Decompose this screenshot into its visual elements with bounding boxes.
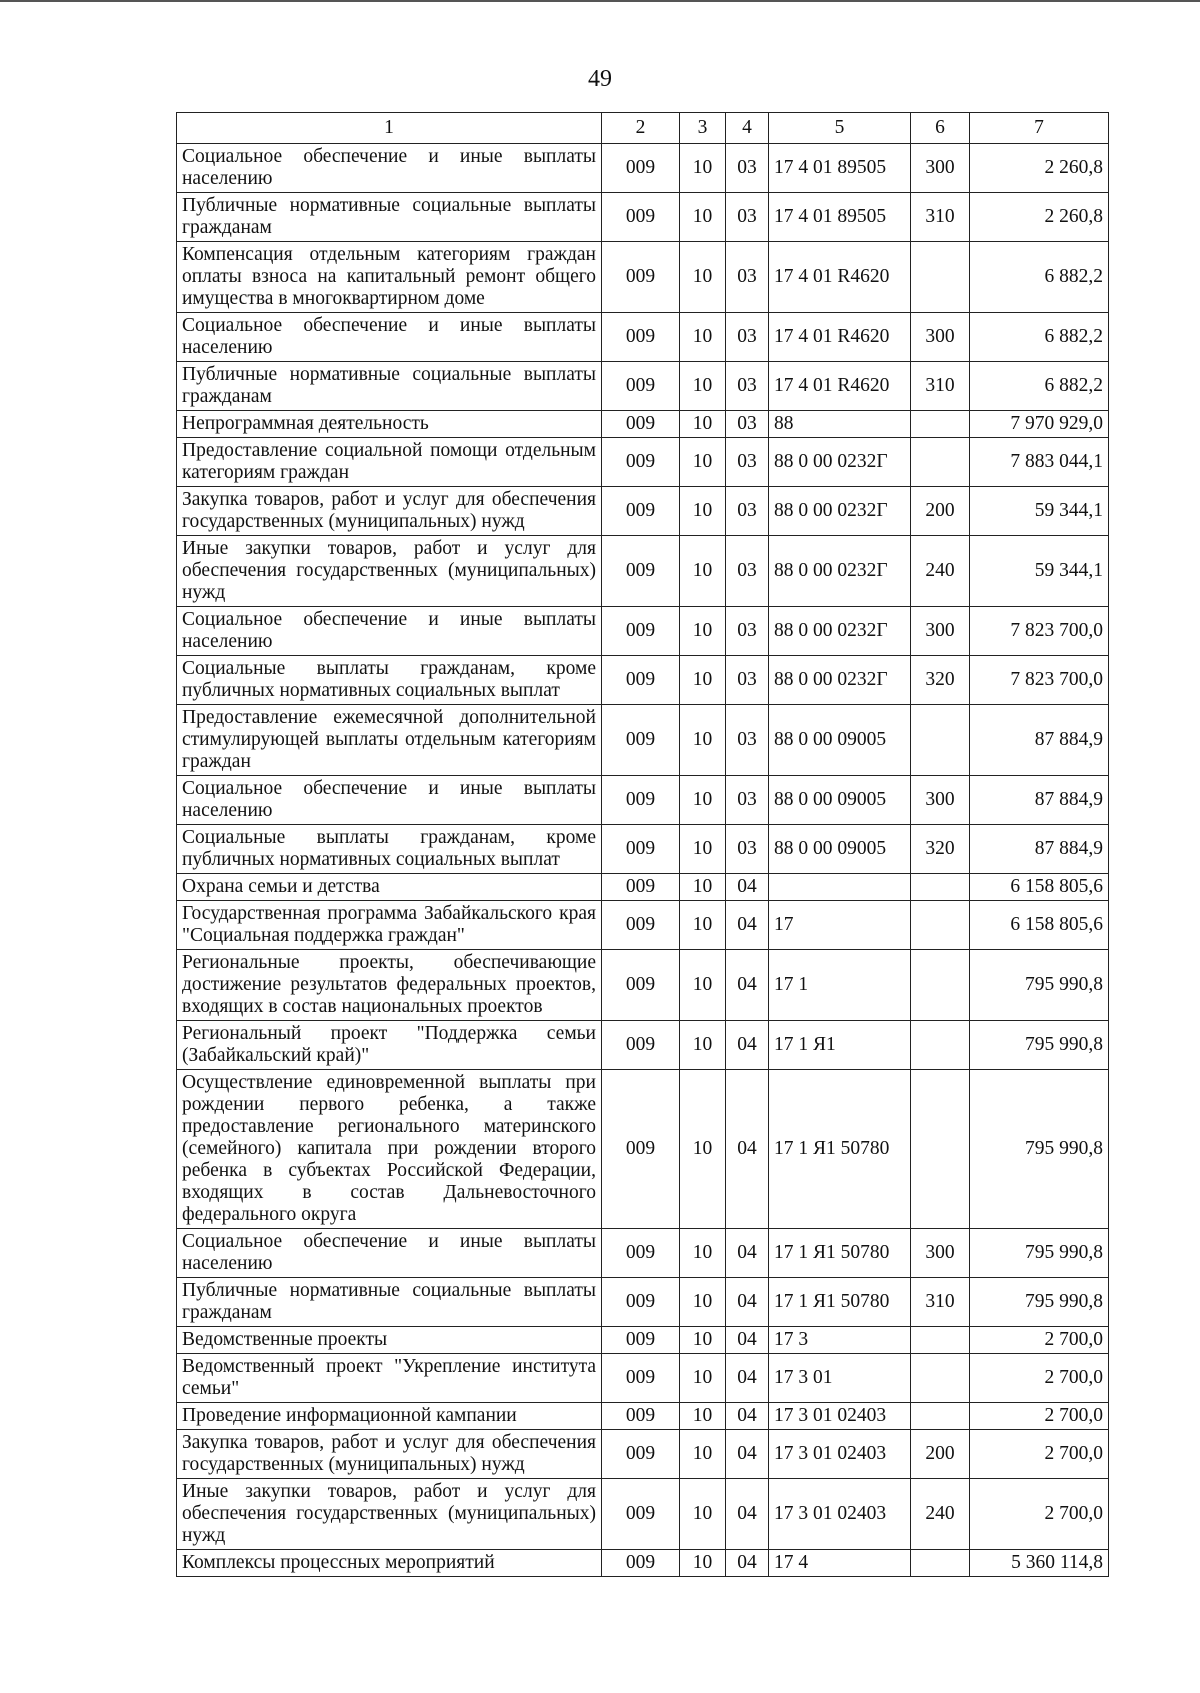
header-col-6: 6 — [911, 113, 970, 144]
cell-section: 10 — [680, 362, 726, 411]
cell-amount: 2 260,8 — [970, 144, 1109, 193]
cell-target-article: 17 4 01 R4620 — [769, 362, 911, 411]
cell-amount: 6 882,2 — [970, 242, 1109, 313]
cell-amount: 87 884,9 — [970, 825, 1109, 874]
cell-section: 10 — [680, 1479, 726, 1550]
cell-section: 10 — [680, 193, 726, 242]
cell-amount: 795 990,8 — [970, 1021, 1109, 1070]
cell-subsection: 03 — [726, 242, 769, 313]
cell-amount: 2 700,0 — [970, 1403, 1109, 1430]
cell-section: 10 — [680, 1550, 726, 1577]
header-col-4: 4 — [726, 113, 769, 144]
row-name: Социальное обеспечение и иные выплаты населению — [177, 313, 602, 362]
cell-section: 10 — [680, 776, 726, 825]
cell-expense-type — [911, 1354, 970, 1403]
cell-section: 10 — [680, 1070, 726, 1229]
cell-subsection: 04 — [726, 1070, 769, 1229]
cell-target-article: 17 1 Я1 50780 — [769, 1070, 911, 1229]
cell-subsection: 04 — [726, 1403, 769, 1430]
cell-section: 10 — [680, 607, 726, 656]
cell-section: 10 — [680, 1327, 726, 1354]
cell-expense-type — [911, 1070, 970, 1229]
cell-target-article: 88 0 00 0232Г — [769, 607, 911, 656]
cell-section: 10 — [680, 656, 726, 705]
cell-amount: 2 260,8 — [970, 193, 1109, 242]
cell-admin-code: 009 — [602, 874, 680, 901]
cell-admin-code: 009 — [602, 1278, 680, 1327]
cell-target-article: 17 1 Я1 50780 — [769, 1229, 911, 1278]
cell-section: 10 — [680, 950, 726, 1021]
cell-expense-type: 300 — [911, 776, 970, 825]
row-name: Публичные нормативные социальные выплаты гражданам — [177, 1278, 602, 1327]
table-row — [177, 144, 1109, 193]
cell-subsection: 03 — [726, 776, 769, 825]
cell-admin-code: 009 — [602, 193, 680, 242]
cell-expense-type: 310 — [911, 193, 970, 242]
scan-top-edge — [0, 0, 1200, 2]
cell-section: 10 — [680, 825, 726, 874]
row-name: Публичные нормативные социальные выплаты гражданам — [177, 362, 602, 411]
cell-target-article — [769, 874, 911, 901]
header-col-1: 1 — [177, 113, 602, 144]
row-name: Государственная программа Забайкальского края "Социальная поддержка граждан" — [177, 901, 602, 950]
cell-subsection: 03 — [726, 487, 769, 536]
row-name: Региональные проекты, обеспечивающие достижение результатов федеральных проектов, входящих в состав национальных проектов — [177, 950, 602, 1021]
cell-expense-type: 310 — [911, 362, 970, 411]
cell-expense-type: 300 — [911, 607, 970, 656]
cell-section: 10 — [680, 1354, 726, 1403]
cell-section: 10 — [680, 313, 726, 362]
cell-expense-type — [911, 242, 970, 313]
header-col-5: 5 — [769, 113, 911, 144]
cell-amount: 2 700,0 — [970, 1354, 1109, 1403]
cell-subsection: 04 — [726, 1229, 769, 1278]
cell-amount: 6 158 805,6 — [970, 901, 1109, 950]
cell-admin-code: 009 — [602, 776, 680, 825]
cell-subsection: 03 — [726, 607, 769, 656]
table-row — [177, 656, 1109, 705]
cell-amount: 795 990,8 — [970, 1278, 1109, 1327]
cell-expense-type — [911, 1021, 970, 1070]
cell-subsection: 03 — [726, 411, 769, 438]
cell-expense-type — [911, 705, 970, 776]
cell-admin-code: 009 — [602, 313, 680, 362]
cell-amount: 7 970 929,0 — [970, 411, 1109, 438]
cell-expense-type: 200 — [911, 487, 970, 536]
cell-admin-code: 009 — [602, 1327, 680, 1354]
cell-subsection: 04 — [726, 1479, 769, 1550]
header-col-2: 2 — [602, 113, 680, 144]
table-row — [177, 776, 1109, 825]
cell-section: 10 — [680, 242, 726, 313]
cell-amount: 2 700,0 — [970, 1327, 1109, 1354]
table-row — [177, 901, 1109, 950]
table-row — [177, 950, 1109, 1021]
cell-target-article: 88 0 00 0232Г — [769, 656, 911, 705]
cell-subsection: 04 — [726, 1550, 769, 1577]
table-row — [177, 1278, 1109, 1327]
cell-expense-type: 320 — [911, 825, 970, 874]
row-name: Комплексы процессных мероприятий — [177, 1550, 602, 1577]
cell-subsection: 03 — [726, 705, 769, 776]
cell-amount: 5 360 114,8 — [970, 1550, 1109, 1577]
cell-section: 10 — [680, 874, 726, 901]
cell-target-article: 17 4 01 R4620 — [769, 313, 911, 362]
row-name: Иные закупки товаров, работ и услуг для обеспечения государственных (муниципальных) нужд — [177, 536, 602, 607]
cell-admin-code: 009 — [602, 1354, 680, 1403]
table-row — [177, 1070, 1109, 1229]
table-row — [177, 411, 1109, 438]
cell-target-article: 17 3 01 02403 — [769, 1430, 911, 1479]
cell-subsection: 04 — [726, 1327, 769, 1354]
page-number: 49 — [588, 66, 612, 92]
row-name: Предоставление ежемесячной дополнительной стимулирующей выплаты отдельным категориям граждан — [177, 705, 602, 776]
table-row — [177, 705, 1109, 776]
cell-subsection: 03 — [726, 536, 769, 607]
table-row — [177, 1021, 1109, 1070]
cell-expense-type: 300 — [911, 1229, 970, 1278]
table-row — [177, 193, 1109, 242]
cell-expense-type — [911, 438, 970, 487]
header-col-3: 3 — [680, 113, 726, 144]
cell-expense-type — [911, 1403, 970, 1430]
cell-admin-code: 009 — [602, 1550, 680, 1577]
table-row — [177, 1550, 1109, 1577]
cell-amount: 7 823 700,0 — [970, 607, 1109, 656]
cell-target-article: 17 1 Я1 — [769, 1021, 911, 1070]
cell-section: 10 — [680, 438, 726, 487]
row-name: Закупка товаров, работ и услуг для обеспечения государственных (муниципальных) нужд — [177, 487, 602, 536]
cell-admin-code: 009 — [602, 825, 680, 874]
cell-target-article: 17 4 01 89505 — [769, 144, 911, 193]
cell-target-article: 17 4 — [769, 1550, 911, 1577]
table-row — [177, 1430, 1109, 1479]
table-row — [177, 607, 1109, 656]
cell-subsection: 03 — [726, 144, 769, 193]
cell-expense-type — [911, 1550, 970, 1577]
cell-admin-code: 009 — [602, 411, 680, 438]
cell-subsection: 04 — [726, 874, 769, 901]
cell-admin-code: 009 — [602, 536, 680, 607]
table-header-row — [177, 113, 1109, 144]
table-row — [177, 313, 1109, 362]
cell-amount: 7 823 700,0 — [970, 656, 1109, 705]
cell-admin-code: 009 — [602, 438, 680, 487]
cell-subsection: 04 — [726, 1021, 769, 1070]
cell-subsection: 03 — [726, 438, 769, 487]
cell-section: 10 — [680, 1278, 726, 1327]
row-name: Непрограммная деятельность — [177, 411, 602, 438]
table-row — [177, 242, 1109, 313]
cell-subsection: 04 — [726, 1278, 769, 1327]
cell-section: 10 — [680, 901, 726, 950]
cell-expense-type: 300 — [911, 313, 970, 362]
table-row — [177, 1354, 1109, 1403]
cell-target-article: 88 0 00 09005 — [769, 776, 911, 825]
cell-admin-code: 009 — [602, 901, 680, 950]
cell-target-article: 88 0 00 09005 — [769, 705, 911, 776]
cell-target-article: 17 3 — [769, 1327, 911, 1354]
cell-target-article: 88 0 00 0232Г — [769, 536, 911, 607]
cell-expense-type: 310 — [911, 1278, 970, 1327]
cell-expense-type — [911, 1327, 970, 1354]
row-name: Охрана семьи и детства — [177, 874, 602, 901]
cell-subsection: 04 — [726, 901, 769, 950]
row-name: Социальные выплаты гражданам, кроме публичных нормативных социальных выплат — [177, 825, 602, 874]
cell-target-article: 17 1 — [769, 950, 911, 1021]
row-name: Социальное обеспечение и иные выплаты населению — [177, 144, 602, 193]
cell-admin-code: 009 — [602, 1430, 680, 1479]
cell-expense-type — [911, 950, 970, 1021]
cell-expense-type — [911, 411, 970, 438]
table-row — [177, 487, 1109, 536]
row-name: Проведение информационной кампании — [177, 1403, 602, 1430]
cell-amount: 2 700,0 — [970, 1430, 1109, 1479]
cell-expense-type: 240 — [911, 1479, 970, 1550]
table-body — [177, 144, 1109, 1577]
cell-section: 10 — [680, 1430, 726, 1479]
cell-admin-code: 009 — [602, 1229, 680, 1278]
cell-target-article: 88 0 00 0232Г — [769, 487, 911, 536]
row-name: Ведомственные проекты — [177, 1327, 602, 1354]
cell-target-article: 88 0 00 09005 — [769, 825, 911, 874]
cell-target-article: 17 4 01 R4620 — [769, 242, 911, 313]
cell-expense-type — [911, 874, 970, 901]
budget-table — [176, 112, 1109, 1577]
cell-expense-type: 240 — [911, 536, 970, 607]
cell-subsection: 04 — [726, 1354, 769, 1403]
cell-target-article: 17 3 01 02403 — [769, 1403, 911, 1430]
cell-amount: 795 990,8 — [970, 1229, 1109, 1278]
table-row — [177, 1403, 1109, 1430]
cell-section: 10 — [680, 487, 726, 536]
cell-admin-code: 009 — [602, 1403, 680, 1430]
cell-admin-code: 009 — [602, 144, 680, 193]
cell-target-article: 17 3 01 02403 — [769, 1479, 911, 1550]
cell-subsection: 03 — [726, 313, 769, 362]
cell-subsection: 04 — [726, 1430, 769, 1479]
cell-target-article: 17 4 01 89505 — [769, 193, 911, 242]
row-name: Иные закупки товаров, работ и услуг для обеспечения государственных (муниципальных) нужд — [177, 1479, 602, 1550]
cell-target-article: 88 — [769, 411, 911, 438]
cell-admin-code: 009 — [602, 487, 680, 536]
cell-expense-type — [911, 901, 970, 950]
cell-amount: 2 700,0 — [970, 1479, 1109, 1550]
cell-amount: 6 882,2 — [970, 313, 1109, 362]
table-row — [177, 874, 1109, 901]
cell-amount: 87 884,9 — [970, 776, 1109, 825]
row-name: Публичные нормативные социальные выплаты гражданам — [177, 193, 602, 242]
cell-admin-code: 009 — [602, 607, 680, 656]
row-name: Социальные выплаты гражданам, кроме публичных нормативных социальных выплат — [177, 656, 602, 705]
cell-section: 10 — [680, 536, 726, 607]
table-row — [177, 362, 1109, 411]
cell-expense-type: 200 — [911, 1430, 970, 1479]
cell-subsection: 04 — [726, 950, 769, 1021]
row-name: Ведомственный проект "Укрепление института семьи" — [177, 1354, 602, 1403]
row-name: Предоставление социальной помощи отдельным категориям граждан — [177, 438, 602, 487]
table-row — [177, 536, 1109, 607]
table-row — [177, 1327, 1109, 1354]
cell-section: 10 — [680, 1021, 726, 1070]
row-name: Региональный проект "Поддержка семьи (Забайкальский край)" — [177, 1021, 602, 1070]
cell-admin-code: 009 — [602, 705, 680, 776]
cell-section: 10 — [680, 411, 726, 438]
cell-section: 10 — [680, 1229, 726, 1278]
cell-admin-code: 009 — [602, 362, 680, 411]
cell-section: 10 — [680, 144, 726, 193]
cell-admin-code: 009 — [602, 656, 680, 705]
cell-subsection: 03 — [726, 656, 769, 705]
cell-subsection: 03 — [726, 825, 769, 874]
row-name: Осуществление единовременной выплаты при рождении первого ребенка, а также предоставление регионального материнского (семейного) капитала при рождении второго ребенка в субъектах Российской Федерации, входящих в состав Дальневосточного федерального округа — [177, 1070, 602, 1229]
cell-amount: 6 158 805,6 — [970, 874, 1109, 901]
row-name: Социальное обеспечение и иные выплаты населению — [177, 607, 602, 656]
cell-admin-code: 009 — [602, 1070, 680, 1229]
header-col-7: 7 — [970, 113, 1109, 144]
cell-subsection: 03 — [726, 193, 769, 242]
row-name: Социальное обеспечение и иные выплаты населению — [177, 776, 602, 825]
cell-admin-code: 009 — [602, 1021, 680, 1070]
cell-subsection: 03 — [726, 362, 769, 411]
cell-amount: 795 990,8 — [970, 1070, 1109, 1229]
cell-target-article: 17 3 01 — [769, 1354, 911, 1403]
cell-admin-code: 009 — [602, 1479, 680, 1550]
table-row — [177, 1479, 1109, 1550]
table-row — [177, 438, 1109, 487]
cell-admin-code: 009 — [602, 950, 680, 1021]
cell-target-article: 88 0 00 0232Г — [769, 438, 911, 487]
cell-amount: 7 883 044,1 — [970, 438, 1109, 487]
cell-target-article: 17 — [769, 901, 911, 950]
cell-section: 10 — [680, 705, 726, 776]
row-name: Компенсация отдельным категориям граждан оплаты взноса на капитальный ремонт общего имущества в многоквартирном доме — [177, 242, 602, 313]
cell-amount: 59 344,1 — [970, 487, 1109, 536]
cell-expense-type: 300 — [911, 144, 970, 193]
cell-section: 10 — [680, 1403, 726, 1430]
cell-admin-code: 009 — [602, 242, 680, 313]
cell-amount: 87 884,9 — [970, 705, 1109, 776]
cell-expense-type: 320 — [911, 656, 970, 705]
table-row — [177, 825, 1109, 874]
row-name: Закупка товаров, работ и услуг для обеспечения государственных (муниципальных) нужд — [177, 1430, 602, 1479]
row-name: Социальное обеспечение и иные выплаты населению — [177, 1229, 602, 1278]
cell-amount: 59 344,1 — [970, 536, 1109, 607]
table-row — [177, 1229, 1109, 1278]
cell-amount: 795 990,8 — [970, 950, 1109, 1021]
cell-target-article: 17 1 Я1 50780 — [769, 1278, 911, 1327]
cell-amount: 6 882,2 — [970, 362, 1109, 411]
